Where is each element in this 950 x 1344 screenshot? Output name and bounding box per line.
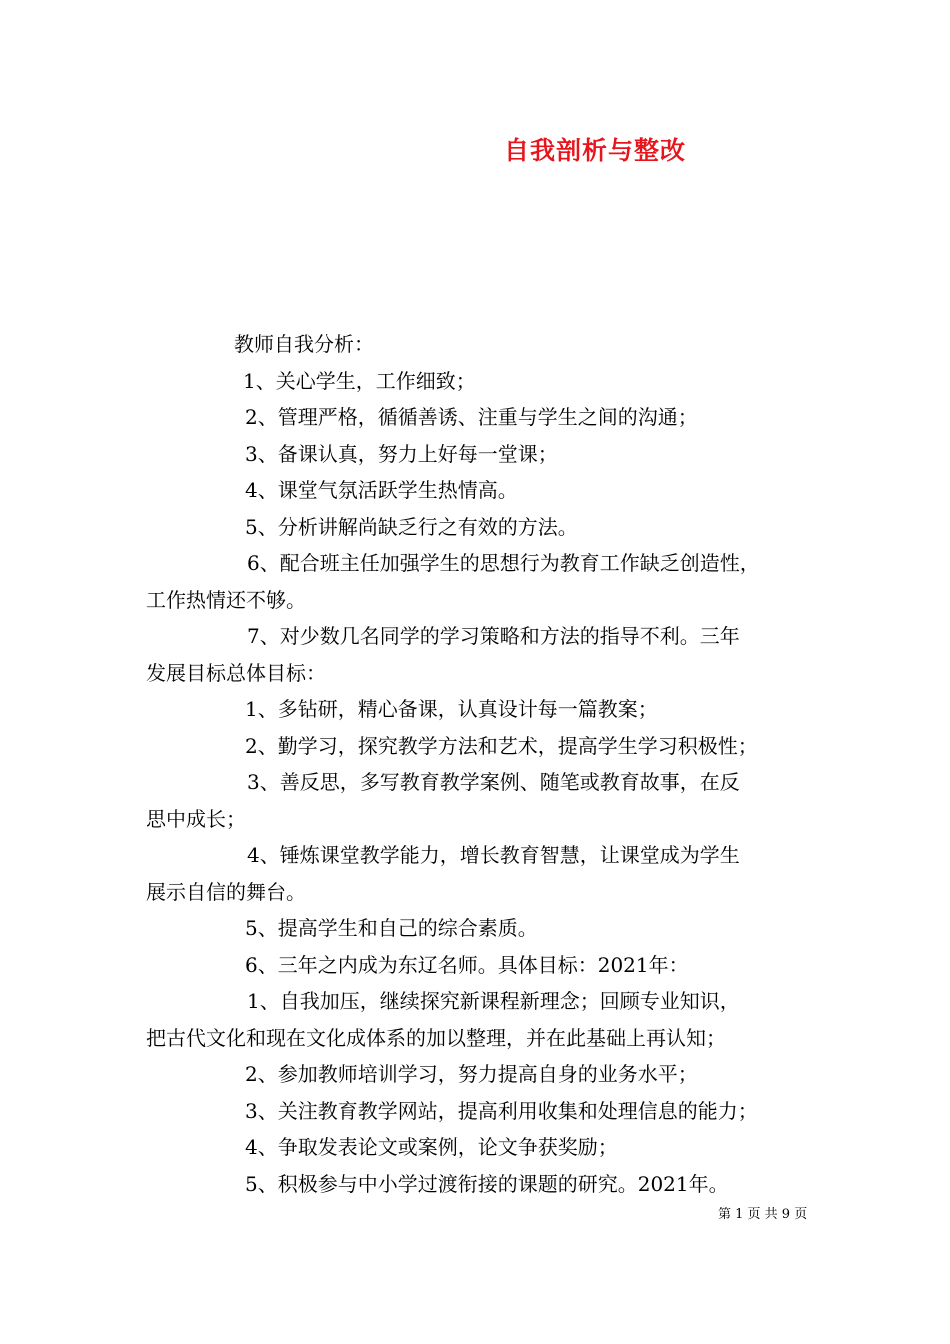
paragraph-line: 5、积极参与中小学过渡衔接的课题的研究。2021年。 — [245, 1171, 729, 1196]
paragraph-line: 3、善反思，多写教育教学案例、随笔或教育故事，在反 — [247, 770, 740, 794]
paragraph-line: 2、管理严格，循循善诱、注重与学生之间的沟通； — [245, 405, 698, 429]
section-heading-self-analysis: 教师自我分析： — [234, 332, 374, 356]
paragraph-line: 6、三年之内成为东辽名师。具体目标：2021年： — [245, 952, 689, 977]
paragraph-line: 3、备课认真，努力上好每一堂课； — [245, 441, 558, 466]
paragraph-line: 4、锤炼课堂教学能力，增长教育智慧，让课堂成为学生 — [247, 843, 740, 867]
document-title: 自我剖析与整改 — [503, 136, 686, 165]
paragraph-line: 2、勤学习，探究教学方法和艺术，提高学生学习积极性； — [245, 733, 758, 758]
paragraph-line-continued: 把古代文化和现在文化成体系的加以整理，并在此基础上再认知； — [146, 1025, 726, 1050]
paragraph-line: 2、参加教师培训学习，努力提高自身的业务水平； — [245, 1062, 698, 1086]
page-number-footer: 第 1 页 共 9 页 — [718, 1207, 808, 1222]
paragraph-line: 4、争取发表论文或案例，论文争获奖励； — [245, 1135, 618, 1159]
paragraph-line: 6、配合班主任加强学生的思想行为教育工作缺乏创造性， — [247, 551, 760, 575]
document-body — [146, 326, 808, 1202]
paragraph-line: 3、关注教育教学网站，提高利用收集和处理信息的能力； — [245, 1098, 758, 1123]
paragraph-line-continued: 展示自信的舞台。 — [146, 879, 306, 904]
paragraph-line-continued: 发展目标总体目标： — [146, 660, 326, 685]
paragraph-line-continued: 思中成长； — [146, 806, 246, 831]
paragraph-line: 5、提高学生和自己的综合素质。 — [245, 916, 538, 940]
paragraph-line: 1、关心学生，工作细致； — [243, 368, 476, 393]
paragraph-line-continued: 工作热情还不够。 — [146, 587, 306, 612]
paragraph-line: 4、课堂气氛活跃学生热情高。 — [245, 478, 518, 502]
paragraph-line: 7、对少数几名同学的学习策略和方法的指导不利。三年 — [247, 624, 740, 648]
paragraph-line: 1、自我加压，继续探究新课程新理念；回顾专业知识， — [247, 989, 740, 1013]
paragraph-line: 1、多钻研，精心备课，认真设计每一篇教案； — [245, 697, 658, 721]
paragraph-line: 5、分析讲解尚缺乏行之有效的方法。 — [245, 514, 578, 539]
